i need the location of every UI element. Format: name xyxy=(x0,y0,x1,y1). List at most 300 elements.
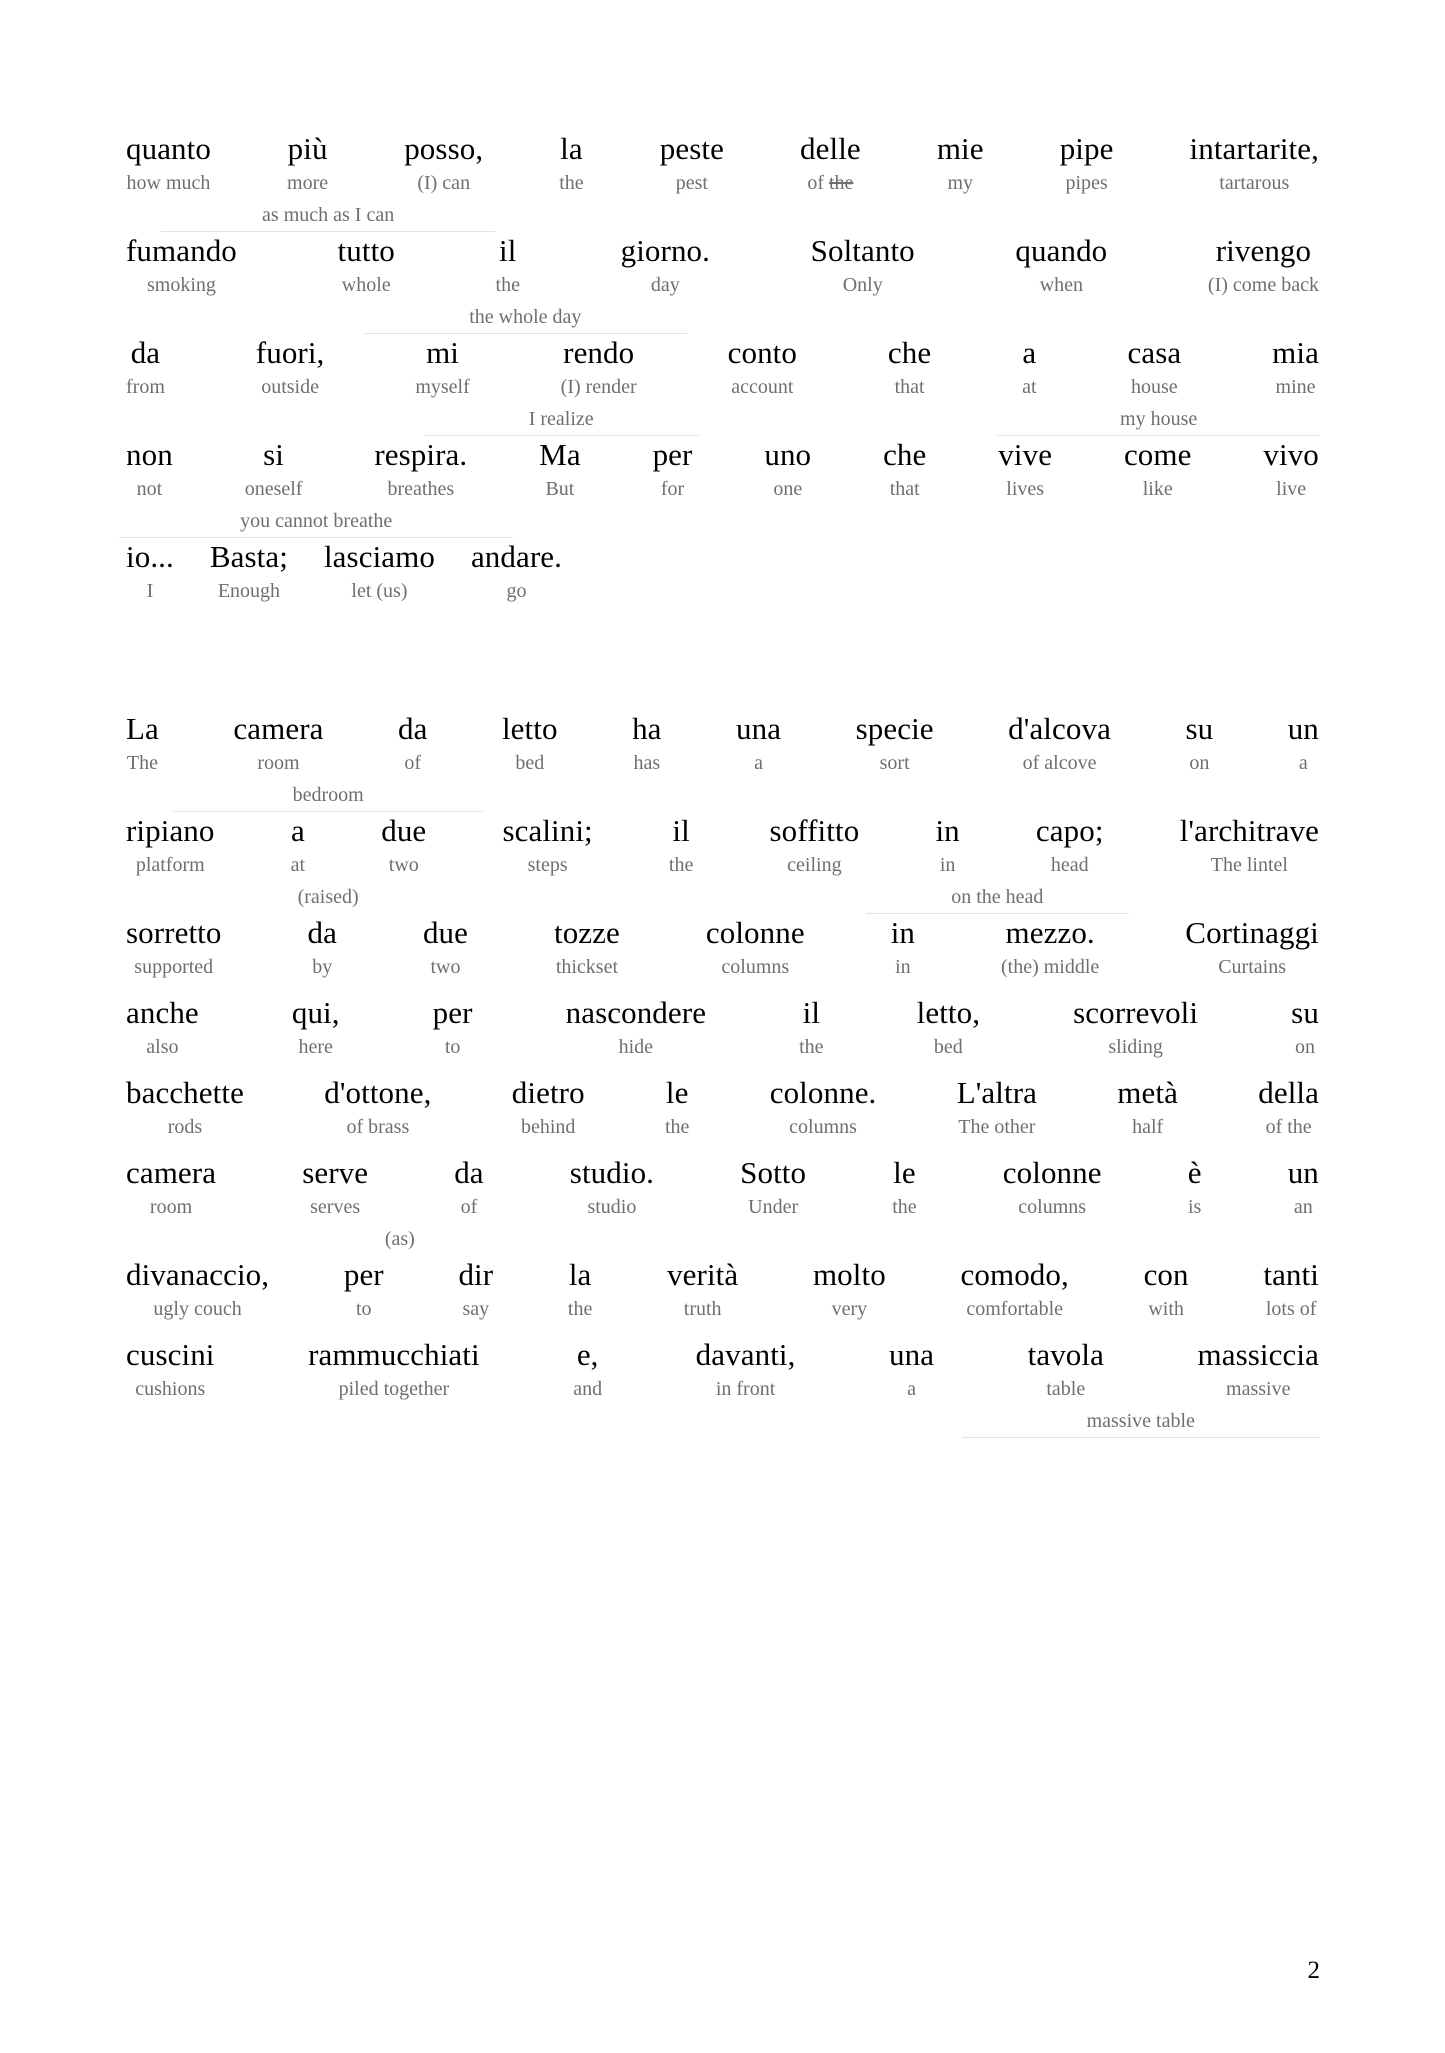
word-column xyxy=(291,994,341,1060)
word-column xyxy=(1197,1336,1320,1402)
source-word: lasciamo xyxy=(323,539,435,574)
word-column xyxy=(631,710,662,776)
source-word: dietro xyxy=(511,1075,585,1110)
gloss-word: say xyxy=(462,1298,490,1320)
gloss-word: and xyxy=(573,1378,603,1400)
word-column xyxy=(812,1256,887,1322)
gloss-word: The other xyxy=(958,1116,1036,1138)
word-column xyxy=(565,994,707,1060)
gloss-word: piled together xyxy=(338,1378,450,1400)
gloss-word: room xyxy=(149,1196,193,1218)
source-word: le xyxy=(893,1155,916,1190)
word-column xyxy=(397,710,428,776)
source-word: mi xyxy=(426,335,459,370)
gloss-word: whole xyxy=(341,274,391,296)
source-word: comodo, xyxy=(960,1257,1069,1292)
word-column xyxy=(798,994,824,1060)
word-column xyxy=(763,436,812,502)
source-word: quanto xyxy=(126,131,211,166)
source-word: d'ottone, xyxy=(324,1075,432,1110)
source-word: divanaccio, xyxy=(126,1257,270,1292)
gloss-word: the xyxy=(567,1298,593,1320)
word-column xyxy=(1179,812,1320,878)
word-column xyxy=(705,914,806,980)
word-column xyxy=(1014,232,1108,298)
source-word: Soltanto xyxy=(810,233,915,268)
gloss-word: pipes xyxy=(1065,172,1108,194)
idiom-row xyxy=(125,1408,1320,1438)
idiomatic-gloss: massive table xyxy=(962,1408,1321,1438)
source-word: giorno. xyxy=(620,233,710,268)
gloss-word: that xyxy=(894,376,925,398)
gloss-word: has xyxy=(633,752,661,774)
gloss-word: half xyxy=(1132,1116,1164,1138)
gloss-word: a xyxy=(754,752,763,774)
source-word: e, xyxy=(576,1337,599,1372)
word-column xyxy=(125,994,200,1060)
source-word: il xyxy=(802,995,821,1030)
source-word: colonne xyxy=(1002,1155,1102,1190)
gloss-word: here xyxy=(298,1036,333,1058)
source-word: soffitto xyxy=(769,813,860,848)
source-word: l'architrave xyxy=(1179,813,1319,848)
gloss-word: I xyxy=(146,580,154,602)
source-word: camera xyxy=(233,711,324,746)
word-column xyxy=(739,1154,807,1220)
source-word: specie xyxy=(855,711,934,746)
idiom-row xyxy=(125,1328,1320,1336)
source-word: da xyxy=(454,1155,484,1190)
source-word: mezzo. xyxy=(1005,915,1095,950)
gloss-word: is xyxy=(1187,1196,1202,1218)
gloss-word: the xyxy=(664,1116,690,1138)
word-column xyxy=(1143,1256,1190,1322)
gloss-word: for xyxy=(660,478,685,500)
gloss-word: in xyxy=(895,956,911,978)
gloss-word: The xyxy=(126,752,158,774)
word-column xyxy=(373,436,468,502)
gloss-word: the xyxy=(495,274,520,296)
word-column xyxy=(1262,1256,1320,1322)
source-word: un xyxy=(1287,1155,1319,1190)
gloss-word: to xyxy=(356,1298,372,1320)
gloss-word: columns xyxy=(721,956,790,978)
word-column xyxy=(125,1074,245,1140)
gloss-line xyxy=(125,994,1320,1060)
word-column xyxy=(125,436,174,502)
word-column xyxy=(1126,334,1182,400)
source-word: vivo xyxy=(1263,437,1319,472)
gloss-word: (I) come back xyxy=(1207,274,1319,296)
gloss-word: of alcove xyxy=(1022,752,1097,774)
word-column xyxy=(560,334,638,400)
gloss-word: behind xyxy=(521,1116,576,1138)
word-column xyxy=(727,334,798,400)
source-word: il xyxy=(499,233,517,268)
source-word: non xyxy=(126,437,173,472)
gloss-word: two xyxy=(388,854,419,876)
source-word: d'alcova xyxy=(1008,711,1111,746)
word-column xyxy=(769,812,861,878)
gloss-line xyxy=(125,710,1320,776)
source-word: Basta; xyxy=(209,539,288,574)
gloss-word: But xyxy=(545,478,575,500)
gloss-line xyxy=(125,812,1320,878)
gloss-word: in xyxy=(939,854,956,876)
source-word: scalini; xyxy=(502,813,593,848)
word-column xyxy=(301,1154,369,1220)
gloss-word: the xyxy=(559,172,584,194)
source-word: intartarite, xyxy=(1189,131,1319,166)
source-word: serve xyxy=(302,1155,369,1190)
source-word: per xyxy=(343,1257,384,1292)
word-column xyxy=(511,1074,586,1140)
source-word: tozze xyxy=(553,915,620,950)
gloss-word: from xyxy=(126,376,165,398)
source-word: anche xyxy=(126,995,199,1030)
word-column xyxy=(1000,914,1100,980)
word-column xyxy=(286,130,329,196)
gloss-word: table xyxy=(1046,1378,1086,1400)
word-column xyxy=(1002,1154,1103,1220)
word-column xyxy=(1262,436,1320,502)
source-word: rivengo xyxy=(1215,233,1312,268)
gloss-word: a xyxy=(1298,752,1308,774)
gloss-word: that xyxy=(889,478,920,500)
source-word: in xyxy=(935,813,960,848)
source-word: fumando xyxy=(126,233,237,268)
word-column xyxy=(695,1336,797,1402)
source-word: su xyxy=(1185,711,1214,746)
source-word: si xyxy=(263,437,285,472)
gloss-word: (I) render xyxy=(560,376,637,398)
gloss-word: hide xyxy=(618,1036,654,1058)
word-column xyxy=(125,1336,216,1402)
source-word: uno xyxy=(764,437,812,472)
gloss-word: steps xyxy=(527,854,568,876)
word-column xyxy=(668,812,694,878)
idiom-row xyxy=(125,1226,1320,1256)
gloss-word: columns xyxy=(1018,1196,1087,1218)
gloss-word: cushions xyxy=(135,1378,206,1400)
gloss-word: pest xyxy=(675,172,708,194)
word-column xyxy=(769,1074,878,1140)
source-word: come xyxy=(1123,437,1192,472)
word-column xyxy=(255,334,326,400)
gloss-word: let (us) xyxy=(351,580,408,602)
source-word: fuori, xyxy=(255,335,325,370)
source-word: rendo xyxy=(563,335,635,370)
source-word: andare. xyxy=(470,539,563,574)
word-column xyxy=(337,232,396,298)
gloss-line xyxy=(125,334,1320,400)
source-word: bacchette xyxy=(126,1075,244,1110)
gloss-word: myself xyxy=(415,376,470,398)
gloss-word: truth xyxy=(683,1298,722,1320)
gloss-word: the xyxy=(892,1196,917,1218)
source-word: Cortinaggi xyxy=(1185,915,1319,950)
source-word: molto xyxy=(812,1257,886,1292)
gloss-line xyxy=(125,538,1320,604)
idiom-row xyxy=(125,1066,1320,1074)
word-column xyxy=(960,1256,1070,1322)
source-word: a xyxy=(1022,335,1037,370)
word-column xyxy=(1187,1154,1203,1220)
source-word: capo; xyxy=(1035,813,1104,848)
word-column xyxy=(891,1154,917,1220)
word-column xyxy=(1290,994,1320,1060)
idiomatic-gloss: as much as I can xyxy=(161,202,496,232)
word-column xyxy=(620,232,711,298)
gloss-line xyxy=(125,436,1320,502)
gloss-word: the xyxy=(799,1036,824,1058)
gloss-word: of the xyxy=(1265,1116,1312,1138)
gloss-word: live xyxy=(1276,478,1307,500)
gloss-word: oneself xyxy=(244,478,303,500)
gloss-word: smoking xyxy=(147,274,216,296)
gloss-word: by xyxy=(312,956,333,978)
word-column xyxy=(888,1336,935,1402)
word-column xyxy=(125,538,175,604)
source-word: camera xyxy=(126,1155,217,1190)
source-word: che xyxy=(887,335,932,370)
word-column xyxy=(855,710,935,776)
gloss-word: house xyxy=(1131,376,1178,398)
gloss-word: bed xyxy=(515,752,545,774)
source-word: cuscini xyxy=(126,1337,215,1372)
gloss-word: on xyxy=(1189,752,1210,774)
gloss-line xyxy=(125,914,1320,980)
word-column xyxy=(799,130,862,196)
word-column xyxy=(569,1154,655,1220)
word-column xyxy=(125,914,223,980)
gloss-word: The lintel xyxy=(1210,854,1288,876)
word-column xyxy=(810,232,916,298)
idiom-row xyxy=(125,782,1320,812)
word-column xyxy=(1123,436,1193,502)
gloss-word: Under xyxy=(748,1196,799,1218)
word-column xyxy=(882,436,927,502)
gloss-word: when xyxy=(1039,274,1084,296)
word-column xyxy=(956,1074,1038,1140)
idiomatic-gloss: you cannot breathe xyxy=(119,508,513,538)
gloss-word: of brass xyxy=(346,1116,410,1138)
gloss-word: Only xyxy=(842,274,883,296)
word-column xyxy=(422,914,469,980)
gloss-word: an xyxy=(1293,1196,1313,1218)
source-word: letto xyxy=(501,711,558,746)
source-word: Ma xyxy=(539,437,581,472)
gloss-word: massive xyxy=(1226,1378,1291,1400)
source-word: rammucchiati xyxy=(308,1337,480,1372)
gloss-word: lives xyxy=(1006,478,1045,500)
source-word: L'altra xyxy=(956,1075,1037,1110)
source-word: la xyxy=(560,131,583,166)
word-column xyxy=(125,232,238,298)
source-word: sorretto xyxy=(126,915,222,950)
struck-gloss-text: the xyxy=(829,172,854,194)
gloss-word: comfortable xyxy=(966,1298,1063,1320)
gloss-word: my xyxy=(947,172,973,194)
source-word: metà xyxy=(1117,1075,1178,1110)
source-word: verità xyxy=(667,1257,739,1292)
source-word: tanti xyxy=(1263,1257,1319,1292)
source-word: qui, xyxy=(291,995,340,1030)
gloss-line xyxy=(125,232,1320,298)
source-word: ha xyxy=(632,711,662,746)
source-word: ripiano xyxy=(126,813,215,848)
gloss-word: tartarous xyxy=(1219,172,1290,194)
source-word: scorrevoli xyxy=(1073,995,1199,1030)
gloss-word: of xyxy=(460,1196,478,1218)
gloss-word: go xyxy=(506,580,527,602)
word-column xyxy=(323,1074,432,1140)
idiomatic-gloss: my house xyxy=(997,406,1320,436)
source-word: davanti, xyxy=(695,1337,796,1372)
gloss-word: supported xyxy=(134,956,214,978)
word-column xyxy=(1287,1154,1320,1220)
source-word: dir xyxy=(458,1257,494,1292)
word-column xyxy=(244,436,304,502)
source-word: La xyxy=(126,711,159,746)
source-word: un xyxy=(1287,711,1319,746)
gloss-word: sliding xyxy=(1108,1036,1163,1058)
source-word: peste xyxy=(659,131,724,166)
idiom-row xyxy=(125,1146,1320,1154)
source-word: con xyxy=(1143,1257,1189,1292)
source-word: delle xyxy=(800,131,861,166)
word-column xyxy=(1287,710,1320,776)
word-column xyxy=(659,130,725,196)
word-column xyxy=(1189,130,1320,196)
word-column xyxy=(125,1154,217,1220)
word-column xyxy=(572,1336,603,1402)
word-column xyxy=(997,436,1053,502)
gloss-line xyxy=(125,1074,1320,1140)
gloss-word: the xyxy=(668,854,694,876)
source-word: mia xyxy=(1272,335,1319,370)
idiom-row xyxy=(125,406,1320,436)
gloss-word: (the) middle xyxy=(1001,956,1100,978)
source-word: casa xyxy=(1127,335,1182,370)
source-word: della xyxy=(1258,1075,1319,1110)
word-column xyxy=(125,130,212,196)
word-column xyxy=(125,812,216,878)
gloss-word: more xyxy=(287,172,329,194)
word-column xyxy=(890,914,916,980)
gloss-word: mine xyxy=(1275,376,1316,398)
word-column xyxy=(652,436,694,502)
gloss-word: at xyxy=(1022,376,1037,398)
source-word: pipe xyxy=(1059,131,1114,166)
source-word: letto, xyxy=(916,995,981,1030)
gloss-line xyxy=(125,1154,1320,1220)
idiomatic-gloss: (as) xyxy=(384,1228,415,1250)
word-column xyxy=(1207,232,1320,298)
source-word: conto xyxy=(727,335,797,370)
gloss-word: Enough xyxy=(217,580,281,602)
word-column xyxy=(414,334,470,400)
idiomatic-gloss: (raised) xyxy=(297,886,359,908)
source-word: in xyxy=(890,915,916,950)
word-column xyxy=(125,334,166,400)
gloss-word: serves xyxy=(310,1196,361,1218)
idiomatic-gloss: I realize xyxy=(424,406,699,436)
idiom-row xyxy=(125,986,1320,994)
source-word: colonne. xyxy=(769,1075,877,1110)
gloss-word: room xyxy=(257,752,300,774)
word-column xyxy=(735,710,782,776)
word-column xyxy=(380,812,427,878)
word-column xyxy=(453,1154,484,1220)
source-word: tavola xyxy=(1027,1337,1104,1372)
gloss-word: ceiling xyxy=(787,854,842,876)
source-word: che xyxy=(883,437,927,472)
gloss-word: one xyxy=(773,478,803,500)
word-column xyxy=(432,994,474,1060)
interlinear-content xyxy=(125,130,1320,1438)
gloss-word: day xyxy=(650,274,680,296)
word-column xyxy=(887,334,932,400)
word-column xyxy=(664,1074,690,1140)
gloss-word: lots of xyxy=(1265,1298,1317,1320)
gloss-word: how much xyxy=(126,172,211,194)
source-word: tutto xyxy=(337,233,395,268)
word-column xyxy=(501,812,593,878)
source-word: da xyxy=(397,711,428,746)
word-column xyxy=(1184,914,1320,980)
source-word: nascondere xyxy=(565,995,707,1030)
idiom-row xyxy=(125,508,1320,538)
word-column xyxy=(553,914,621,980)
idiomatic-gloss: on the head xyxy=(866,884,1129,914)
gloss-block xyxy=(125,710,1320,1438)
source-word: vive xyxy=(998,437,1053,472)
gloss-word: not xyxy=(136,478,163,500)
word-column xyxy=(501,710,559,776)
gloss-word: ugly couch xyxy=(153,1298,242,1320)
word-column xyxy=(403,130,484,196)
gloss-word: in front xyxy=(715,1378,776,1400)
word-column xyxy=(495,232,521,298)
source-word: quando xyxy=(1015,233,1108,268)
gloss-word: (I) can xyxy=(417,172,471,194)
word-column xyxy=(1116,1074,1179,1140)
word-column xyxy=(1027,1336,1105,1402)
source-word: è xyxy=(1187,1155,1202,1190)
source-word: una xyxy=(889,1337,935,1372)
gloss-word: head xyxy=(1050,854,1089,876)
source-word: per xyxy=(432,995,473,1030)
source-word: massiccia xyxy=(1197,1337,1319,1372)
source-word: due xyxy=(381,813,427,848)
word-column xyxy=(1035,812,1105,878)
source-word: studio. xyxy=(569,1155,655,1190)
word-column xyxy=(567,1256,593,1322)
source-word: la xyxy=(568,1257,592,1292)
gloss-word: to xyxy=(444,1036,461,1058)
idiomatic-gloss: bedroom xyxy=(173,782,484,812)
word-column xyxy=(290,812,306,878)
source-word: su xyxy=(1291,995,1319,1030)
word-column xyxy=(558,130,584,196)
gloss-word: of xyxy=(404,752,422,774)
gloss-word: of the xyxy=(807,172,854,194)
idiom-row xyxy=(125,304,1320,334)
idiom-row xyxy=(125,202,1320,232)
source-word: due xyxy=(422,915,468,950)
idiomatic-gloss: the whole day xyxy=(364,304,687,334)
